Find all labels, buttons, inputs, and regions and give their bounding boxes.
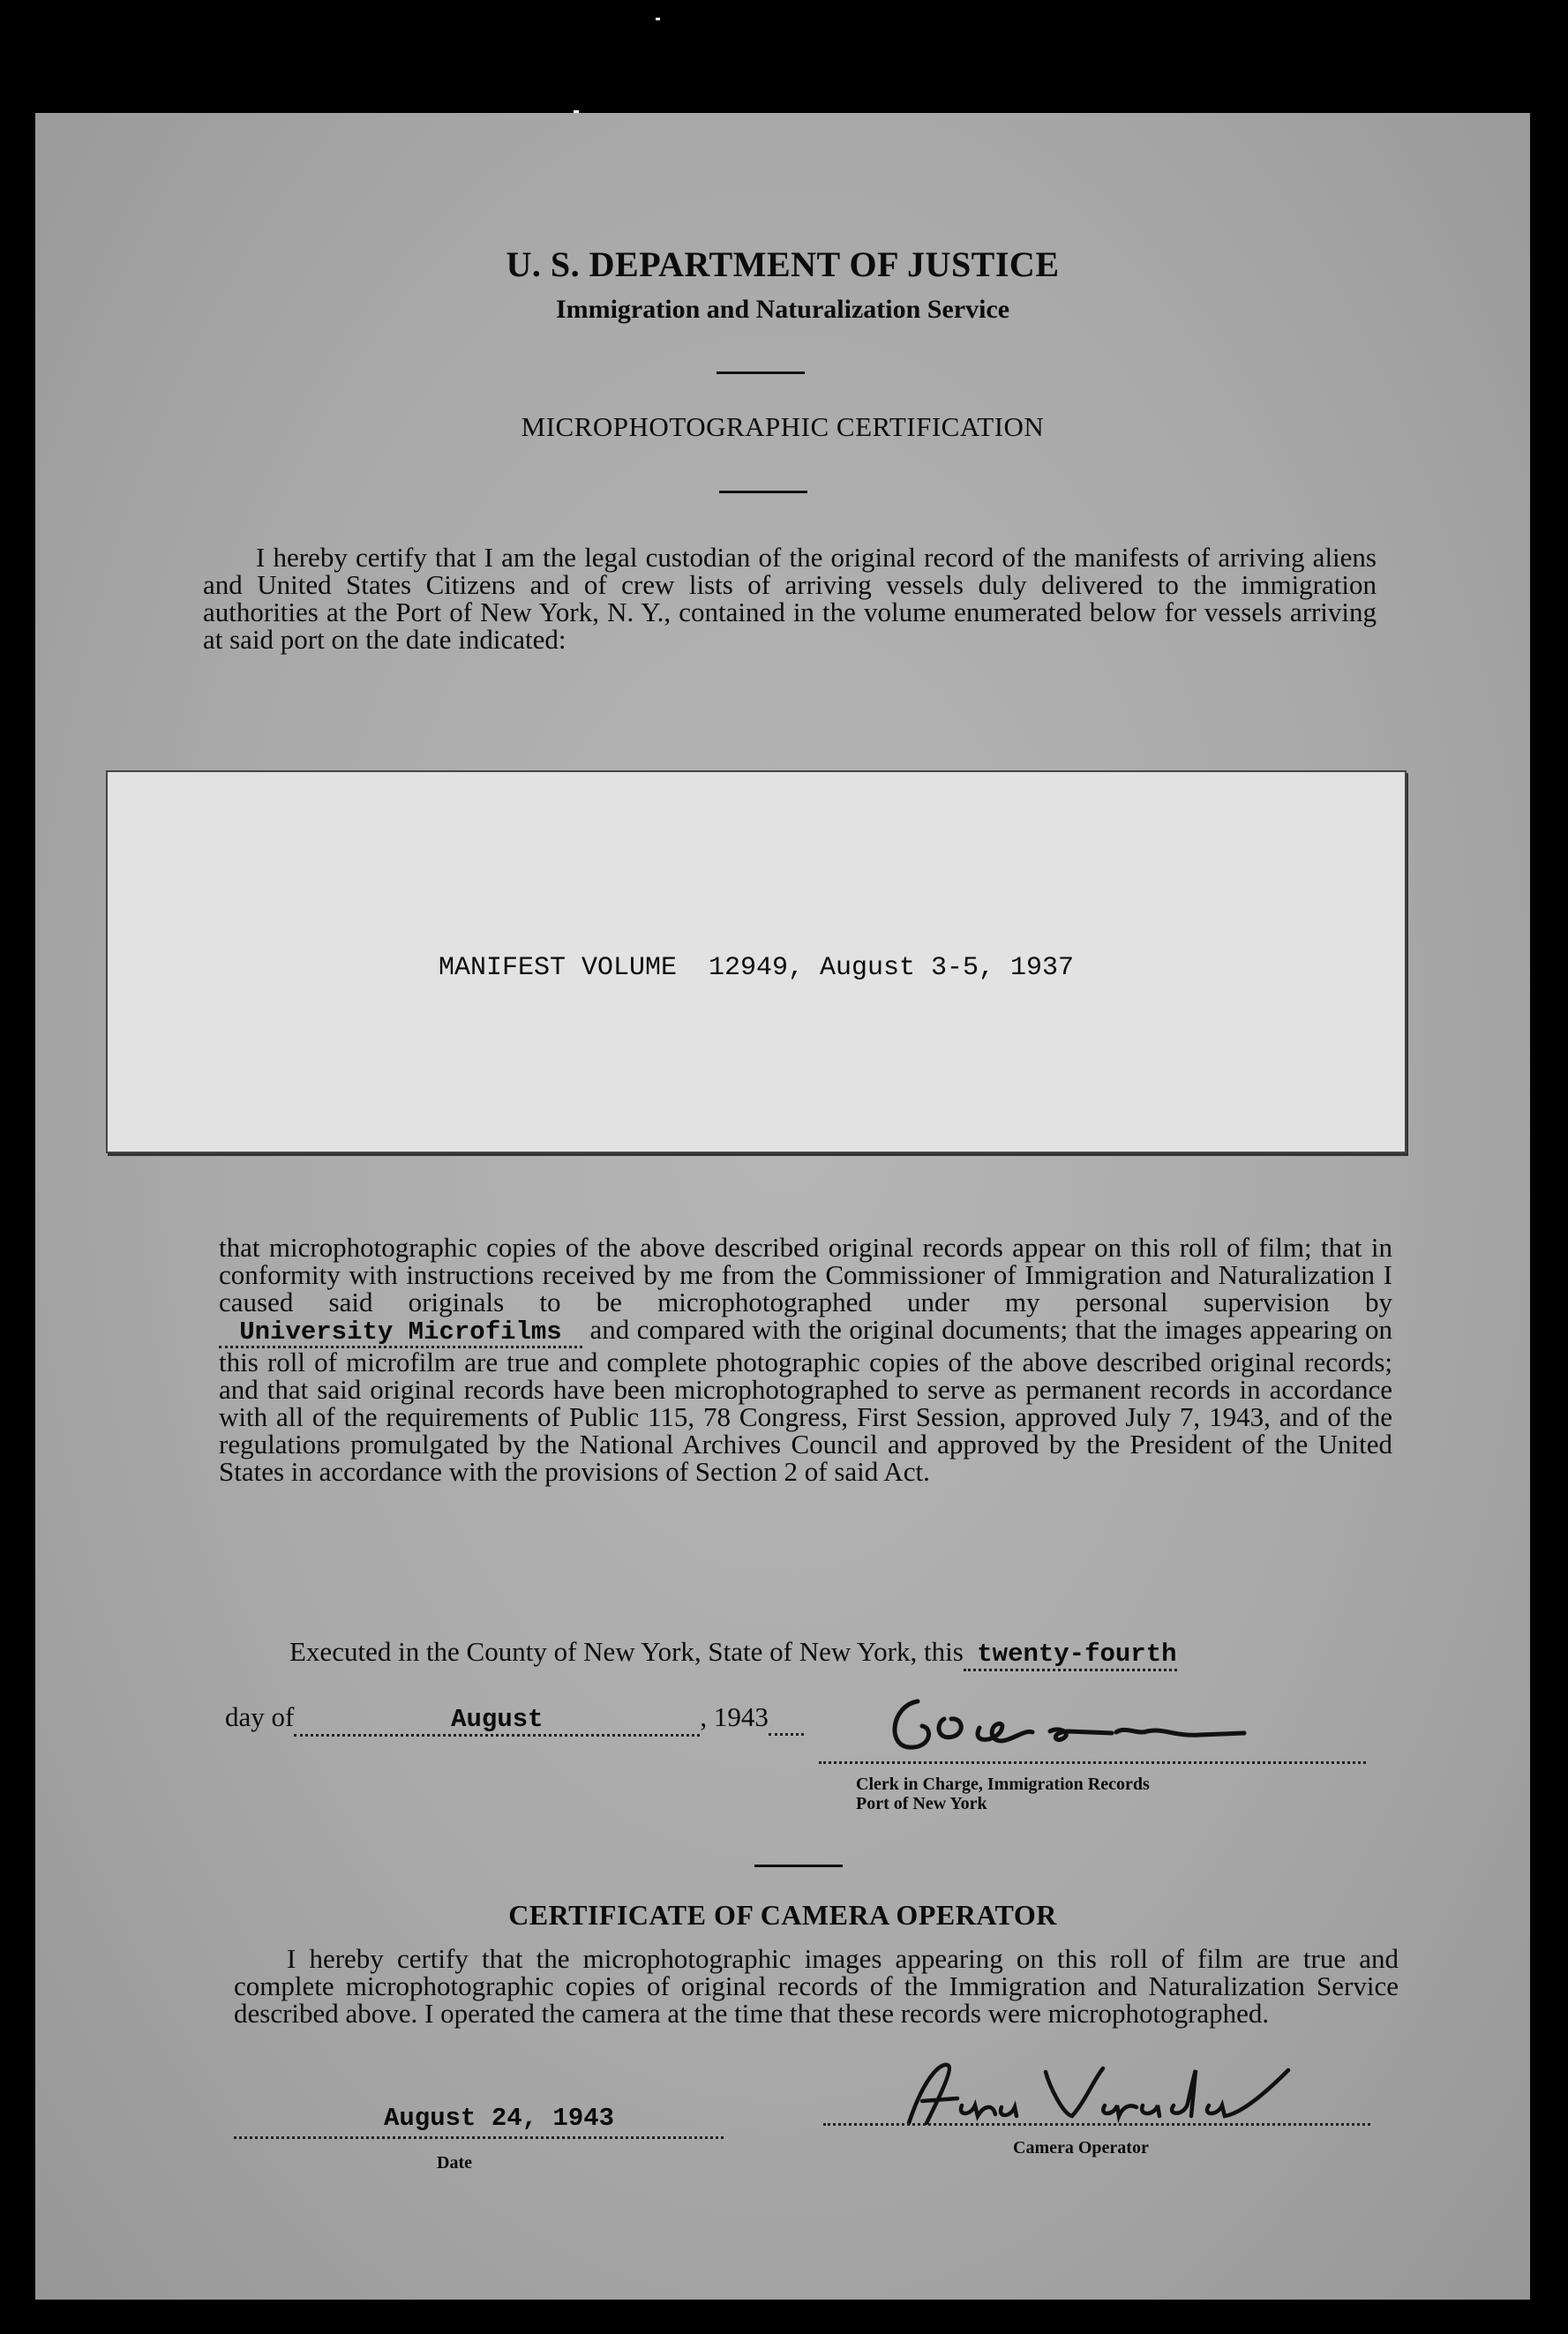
- clerk-title-line2: Port of New York: [856, 1794, 987, 1813]
- intro-paragraph: [203, 544, 1377, 653]
- operator-label: Camera Operator: [1013, 2138, 1149, 2158]
- clerk-title: [856, 1775, 1150, 1813]
- camera-operator-text: I hereby certify that the microphotographic images appearing on this roll of film are true and complete microphotographic copies of original records of the Immigration and Naturalization Service described above. I operated the camera at the time that these records were microphotographed.: [234, 1943, 1399, 2029]
- camera-operator-paragraph: [234, 1945, 1399, 2027]
- service-subheading: Immigration and Naturalization Service: [555, 295, 1010, 324]
- clerk-signature-line: [819, 1761, 1366, 1764]
- manifest-volume-card: [106, 770, 1407, 1153]
- clerk-title-line1: Clerk in Charge, Immigration Records: [856, 1775, 1150, 1794]
- date-value-line: [384, 2100, 614, 2133]
- body-paragraph: [219, 1234, 1392, 1485]
- year-dotted-line: [769, 1701, 804, 1736]
- operator-signature-line: [823, 2123, 1370, 2126]
- filler-dotted-line: [219, 1316, 582, 1348]
- execution-prefix: Executed in the County of New York, State of New York, this: [289, 1636, 964, 1667]
- intro-text: I hereby certify that I am the legal custodian of the original record of the manifests of arriving aliens and United States Citizens and of crew lists of arriving vessels duly delivered to the immigration authorities at the Port of New York, N. Y., contained in the volume enumerated below for vessels arriving at said port on the date indicated:: [203, 542, 1377, 655]
- date-label: Date: [437, 2153, 472, 2173]
- filler-name: University Microfilms: [239, 1317, 562, 1347]
- divider: [719, 491, 807, 493]
- divider: [754, 1865, 843, 1867]
- body-text-part2: and compared with the original documents; that the images appearing on this roll of microfilm are true and complete photographic copies of the above described original records; and that said original records have been microphotographed to serve as permanent records in accordance with all of the requirements of Public 115, 78 Congress, First Session, approved July 7, 1943, and of the regulations promulgated by the National Archives Council and approved by the President of the United States in accordance with the provisions of Section 2 of said Act.: [219, 1314, 1393, 1487]
- month-value: August: [451, 1705, 544, 1734]
- manifest-volume-text: MANIFEST VOLUME 12949, August 3-5, 1937: [438, 953, 1075, 983]
- certification-title: MICROPHOTOGRAPHIC CERTIFICATION: [521, 411, 1045, 442]
- date-dotted-line: [234, 2136, 724, 2139]
- clerk-signature: [882, 1692, 1253, 1772]
- camera-operator-signature: [874, 2053, 1297, 2141]
- body-text-part1: that microphotographic copies of the above described original records appear on this roll of film; that in conformity with instructions received by me from the Commissioner of Immigration and Naturalization I caused said originals to be microphotographed under my personal supervision by: [219, 1232, 1392, 1317]
- year-value: , 1943: [700, 1701, 769, 1732]
- date-value: August 24, 1943: [384, 2104, 615, 2133]
- day-dotted-line: [964, 1636, 1177, 1671]
- month-dotted-line: [294, 1701, 700, 1737]
- film-speck: [656, 18, 660, 20]
- day-of-line: [225, 1701, 804, 1737]
- day-value: twenty-fourth: [977, 1640, 1177, 1669]
- execution-line: [289, 1636, 1177, 1671]
- camera-operator-certificate-title: CERTIFICATE OF CAMERA OPERATOR: [508, 1899, 1057, 1931]
- certificate-sheet: [35, 113, 1530, 2300]
- day-of-label: day of: [225, 1701, 295, 1732]
- department-heading: U. S. DEPARTMENT OF JUSTICE: [506, 244, 1060, 284]
- divider: [716, 371, 805, 374]
